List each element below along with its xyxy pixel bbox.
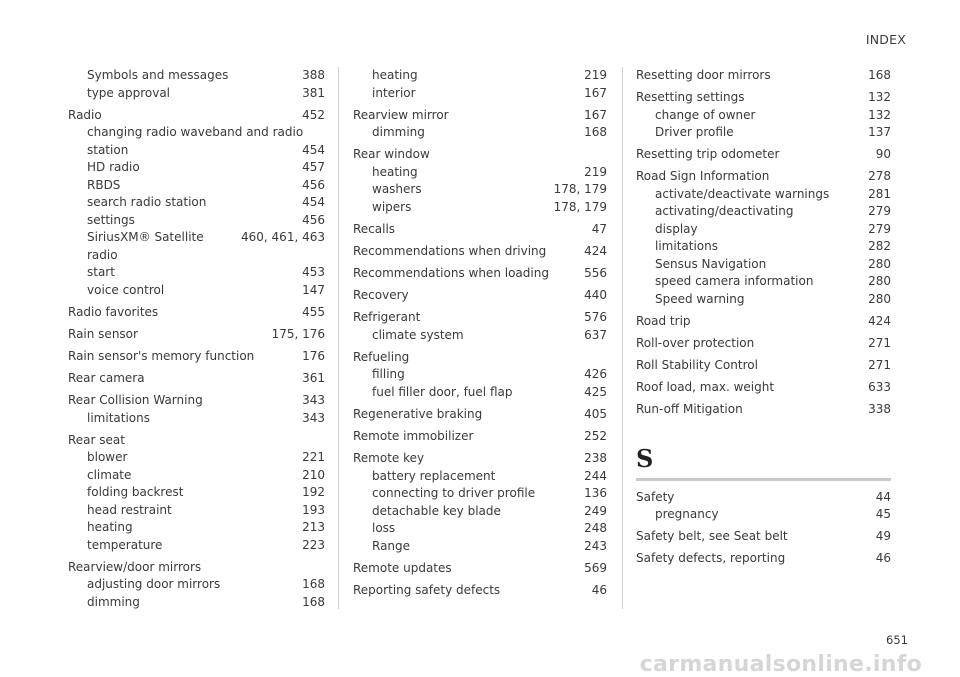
index-subentry <box>68 194 325 212</box>
index-term: type approval <box>87 85 171 100</box>
index-page-ref: 343 <box>302 393 325 408</box>
index-page-ref: 221 <box>302 450 325 465</box>
index-subentry <box>68 576 325 594</box>
index-term: wipers <box>372 199 412 214</box>
index-subentry <box>353 85 607 103</box>
index-subentry <box>68 159 325 177</box>
index-entry <box>68 392 325 410</box>
index-subentry <box>68 212 325 230</box>
section-rule <box>636 478 891 481</box>
index-page-ref: 176 <box>302 348 325 363</box>
index-subentry <box>353 366 607 384</box>
index-subentry <box>68 67 325 85</box>
index-page-ref: 49 <box>875 529 891 544</box>
index-entry <box>636 146 891 164</box>
index-page-ref: 425 <box>584 384 607 399</box>
index-entry <box>353 406 607 424</box>
index-subentry <box>636 256 891 274</box>
index-entry <box>68 559 325 577</box>
index-term: filling <box>372 367 405 382</box>
index-page-ref: 248 <box>584 521 607 536</box>
index-term: dimming <box>372 125 425 140</box>
index-page-ref: 343 <box>302 410 325 425</box>
index-page-ref: 460, 461, 463 <box>241 230 325 245</box>
index-subentry <box>636 238 891 256</box>
index-subentry <box>68 594 325 612</box>
index-term: Resetting trip odometer <box>636 147 780 162</box>
index-term: dimming <box>87 594 140 609</box>
index-term: limitations <box>655 239 718 254</box>
index-page-ref: 238 <box>584 451 607 466</box>
index-page-ref: 178, 179 <box>553 182 607 197</box>
index-term: Symbols and messages <box>87 68 229 82</box>
index-entry <box>353 349 607 367</box>
index-page-ref: 193 <box>302 502 325 517</box>
index-entry <box>636 489 891 507</box>
index-entry <box>353 582 607 600</box>
index-page-ref: 282 <box>868 239 891 254</box>
index-entry <box>353 450 607 468</box>
index-page-ref: 454 <box>302 142 325 157</box>
index-subentry <box>68 484 325 502</box>
index-page-ref: 219 <box>584 164 607 179</box>
index-term: Rain sensor <box>68 326 138 341</box>
index-term: Road Sign Information <box>636 169 770 184</box>
index-term: Regenerative braking <box>353 406 483 421</box>
page-header-title: INDEX <box>865 32 906 47</box>
index-page-ref: 280 <box>868 274 891 289</box>
index-term: Rear Collision Warning <box>68 393 203 408</box>
letter-section-heading <box>636 445 891 481</box>
index-page-ref: 271 <box>868 335 891 350</box>
index-page-ref: 147 <box>302 282 325 297</box>
index-page-ref: 168 <box>302 594 325 609</box>
index-subentry <box>68 124 325 142</box>
index-page-ref: 132 <box>868 107 891 122</box>
index-entry <box>68 432 325 450</box>
index-term: Sensus Navigation <box>655 256 767 271</box>
index-term: Rearview/door mirrors <box>68 559 202 574</box>
index-entry <box>353 287 607 305</box>
index-page-ref: 456 <box>302 212 325 227</box>
index-page-ref: 424 <box>868 313 891 328</box>
index-subentry <box>68 502 325 520</box>
index-subentry <box>68 177 325 195</box>
index-term: search radio station <box>87 195 207 210</box>
index-term: Refueling <box>353 349 410 364</box>
index-term: Safety belt, see Seat belt <box>636 529 788 544</box>
index-term: Refrigerant <box>353 310 421 325</box>
index-term: station <box>87 142 129 157</box>
index-entry <box>353 560 607 578</box>
index-term: Reporting safety defects <box>353 582 501 597</box>
index-page-ref: 454 <box>302 195 325 210</box>
index-subentry <box>68 467 325 485</box>
index-subentry <box>636 186 891 204</box>
index-page-ref: 452 <box>302 107 325 122</box>
index-subentry <box>353 503 607 521</box>
index-subentry <box>636 273 891 291</box>
index-term: heating <box>372 68 418 82</box>
index-term: Radio <box>68 107 102 122</box>
index-term: blower <box>87 450 128 465</box>
index-term: climate <box>87 467 132 482</box>
column-divider <box>622 67 623 609</box>
index-page-ref: 46 <box>875 551 891 566</box>
index-subentry <box>353 468 607 486</box>
index-page-ref: 46 <box>591 582 607 597</box>
index-page-ref: 47 <box>591 221 607 236</box>
index-page-ref: 167 <box>584 85 607 100</box>
index-subentry <box>353 538 607 556</box>
index-subentry <box>636 107 891 125</box>
index-entry <box>636 401 891 419</box>
index-entry <box>636 550 891 568</box>
index-page-ref: 243 <box>584 538 607 553</box>
index-page-ref: 168 <box>302 577 325 592</box>
index-page-ref: 168 <box>584 125 607 140</box>
index-page-ref: 405 <box>584 406 607 421</box>
index-page-ref: 178, 179 <box>553 199 607 214</box>
index-page-ref: 168 <box>868 68 891 82</box>
index-page-ref: 45 <box>875 507 891 522</box>
index-term: limitations <box>87 410 150 425</box>
index-term: Resetting door mirrors <box>636 68 771 82</box>
index-page-ref: 213 <box>302 520 325 535</box>
index-page-ref: 453 <box>302 265 325 280</box>
index-entry <box>68 326 325 344</box>
index-subentry <box>68 229 325 264</box>
index-subentry <box>636 221 891 239</box>
index-page-ref: 457 <box>302 160 325 175</box>
index-term: Rear camera <box>68 370 145 385</box>
index-page-ref: 576 <box>584 310 607 325</box>
index-page-ref: 44 <box>875 489 891 504</box>
index-page-ref: 219 <box>584 68 607 82</box>
index-entry <box>636 168 891 186</box>
index-page-ref: 361 <box>302 370 325 385</box>
index-entry <box>353 309 607 327</box>
index-term: voice control <box>87 282 165 297</box>
index-term: Roof load, max. weight <box>636 380 775 395</box>
index-page-ref: 424 <box>584 243 607 258</box>
index-term: Recommendations when loading <box>353 265 549 280</box>
index-term: heating <box>372 164 418 179</box>
index-term: loss <box>372 521 396 536</box>
index-subentry <box>636 203 891 221</box>
index-page-ref: 280 <box>868 291 891 306</box>
index-column-2 <box>353 67 607 599</box>
index-subentry <box>68 85 325 103</box>
index-term: Remote immobilizer <box>353 428 474 443</box>
index-entry <box>636 335 891 353</box>
index-subentry <box>636 124 891 142</box>
index-page-ref: 637 <box>584 327 607 342</box>
index-term: folding backrest <box>87 485 184 500</box>
index-term: activating/deactivating <box>655 204 794 219</box>
index-page-ref: 280 <box>868 256 891 271</box>
index-term: washers <box>372 182 422 197</box>
index-page-ref: 455 <box>302 304 325 319</box>
index-entry <box>353 107 607 125</box>
index-term: Speed warning <box>655 291 745 306</box>
index-page-ref: 279 <box>868 221 891 236</box>
page-number: 651 <box>886 633 908 647</box>
index-entry <box>636 67 891 85</box>
index-column-3 <box>636 67 891 568</box>
index-term: fuel filler door, fuel flap <box>372 384 513 399</box>
index-entry <box>353 265 607 283</box>
index-page-ref: 175, 176 <box>271 326 325 341</box>
index-term: Safety defects, reporting <box>636 551 786 566</box>
index-subentry <box>353 327 607 345</box>
index-page-ref: 426 <box>584 367 607 382</box>
index-term: Driver profile <box>655 125 734 140</box>
index-term: Recommendations when driving <box>353 243 547 258</box>
index-term: Radio favorites <box>68 304 159 319</box>
index-page-ref: 569 <box>584 560 607 575</box>
index-term: Rear seat <box>68 432 125 447</box>
column-divider <box>338 67 339 609</box>
index-subentry <box>68 282 325 300</box>
index-entry <box>68 107 325 125</box>
index-term: Roll Stability Control <box>636 358 758 373</box>
index-term: connecting to driver profile <box>372 486 536 501</box>
index-term: heating <box>87 520 133 535</box>
index-page-ref: 223 <box>302 537 325 552</box>
index-entry <box>636 89 891 107</box>
index-page-ref: 281 <box>868 186 891 201</box>
index-term: Rearview mirror <box>353 107 449 122</box>
index-term: Remote key <box>353 451 425 466</box>
index-entry <box>636 528 891 546</box>
index-term: pregnancy <box>655 507 719 522</box>
index-term: settings <box>87 212 135 227</box>
index-page-ref: 556 <box>584 265 607 280</box>
index-term: SiriusXM® Satellite radio <box>87 230 204 262</box>
index-entry <box>636 379 891 397</box>
index-entry <box>353 428 607 446</box>
index-subentry <box>353 520 607 538</box>
index-term: activate/deactivate warnings <box>655 186 830 201</box>
index-page-ref: 388 <box>302 68 325 82</box>
index-term: battery replacement <box>372 468 496 483</box>
index-page-ref: 249 <box>584 503 607 518</box>
index-subentry <box>353 199 607 217</box>
index-subentry <box>636 291 891 309</box>
index-entry <box>68 304 325 322</box>
index-page-ref: 252 <box>584 428 607 443</box>
index-page-ref: 456 <box>302 177 325 192</box>
index-column-1 <box>68 67 325 611</box>
index-entry <box>636 313 891 331</box>
index-term: speed camera information <box>655 274 814 289</box>
index-term: Resetting settings <box>636 90 745 105</box>
index-entry <box>353 221 607 239</box>
index-page-ref: 90 <box>875 147 891 162</box>
index-entry <box>353 243 607 261</box>
index-term: adjusting door mirrors <box>87 577 221 592</box>
index-page-ref: 137 <box>868 125 891 140</box>
index-term: Road trip <box>636 313 691 328</box>
index-page-ref: 279 <box>868 204 891 219</box>
index-term: Roll-over protection <box>636 335 755 350</box>
index-subentry <box>68 264 325 282</box>
index-term: HD radio <box>87 160 140 175</box>
index-page-ref: 167 <box>584 107 607 122</box>
index-subentry <box>68 142 325 160</box>
index-page-ref: 338 <box>868 402 891 417</box>
watermark: carmanualsonline.info <box>639 652 922 677</box>
index-subentry <box>636 506 891 524</box>
index-page-ref: 210 <box>302 467 325 482</box>
index-term: Remote updates <box>353 560 452 575</box>
index-term: interior <box>372 85 416 100</box>
index-term: Recovery <box>353 288 409 303</box>
index-term: Run-off Mitigation <box>636 402 743 417</box>
index-subentry <box>353 124 607 142</box>
index-term: change of owner <box>655 107 756 122</box>
index-page-ref: 633 <box>868 380 891 395</box>
index-subentry <box>68 537 325 555</box>
index-page-ref: 381 <box>302 85 325 100</box>
index-subentry <box>353 67 607 85</box>
index-term: temperature <box>87 537 163 552</box>
index-page-ref: 271 <box>868 358 891 373</box>
index-subentry <box>353 384 607 402</box>
index-page-ref: 440 <box>584 288 607 303</box>
index-term: RBDS <box>87 177 121 192</box>
index-term: Recalls <box>353 221 396 236</box>
index-term: Rear window <box>353 147 430 162</box>
index-page-ref: 136 <box>584 486 607 501</box>
index-term: Rain sensor's memory function <box>68 348 255 363</box>
index-subentry <box>353 485 607 503</box>
index-subentry <box>68 519 325 537</box>
index-page-ref: 192 <box>302 485 325 500</box>
index-term: head restraint <box>87 502 172 517</box>
index-term: Range <box>372 538 411 553</box>
index-entry <box>68 348 325 366</box>
index-page-ref: 278 <box>868 169 891 184</box>
index-subentry <box>68 449 325 467</box>
index-subentry <box>353 181 607 199</box>
index-term: changing radio waveband and radio <box>87 125 304 140</box>
index-subentry <box>353 164 607 182</box>
index-term: detachable key blade <box>372 503 501 518</box>
index-page-ref: 244 <box>584 468 607 483</box>
index-page-ref: 132 <box>868 90 891 105</box>
index-term: Safety <box>636 489 675 504</box>
section-letter: S <box>636 443 654 473</box>
index-entry <box>636 357 891 375</box>
index-subentry <box>68 410 325 428</box>
index-term: display <box>655 221 698 236</box>
index-term: start <box>87 265 115 280</box>
index-term: climate system <box>372 327 464 342</box>
index-entry <box>68 370 325 388</box>
index-entry <box>353 146 607 164</box>
